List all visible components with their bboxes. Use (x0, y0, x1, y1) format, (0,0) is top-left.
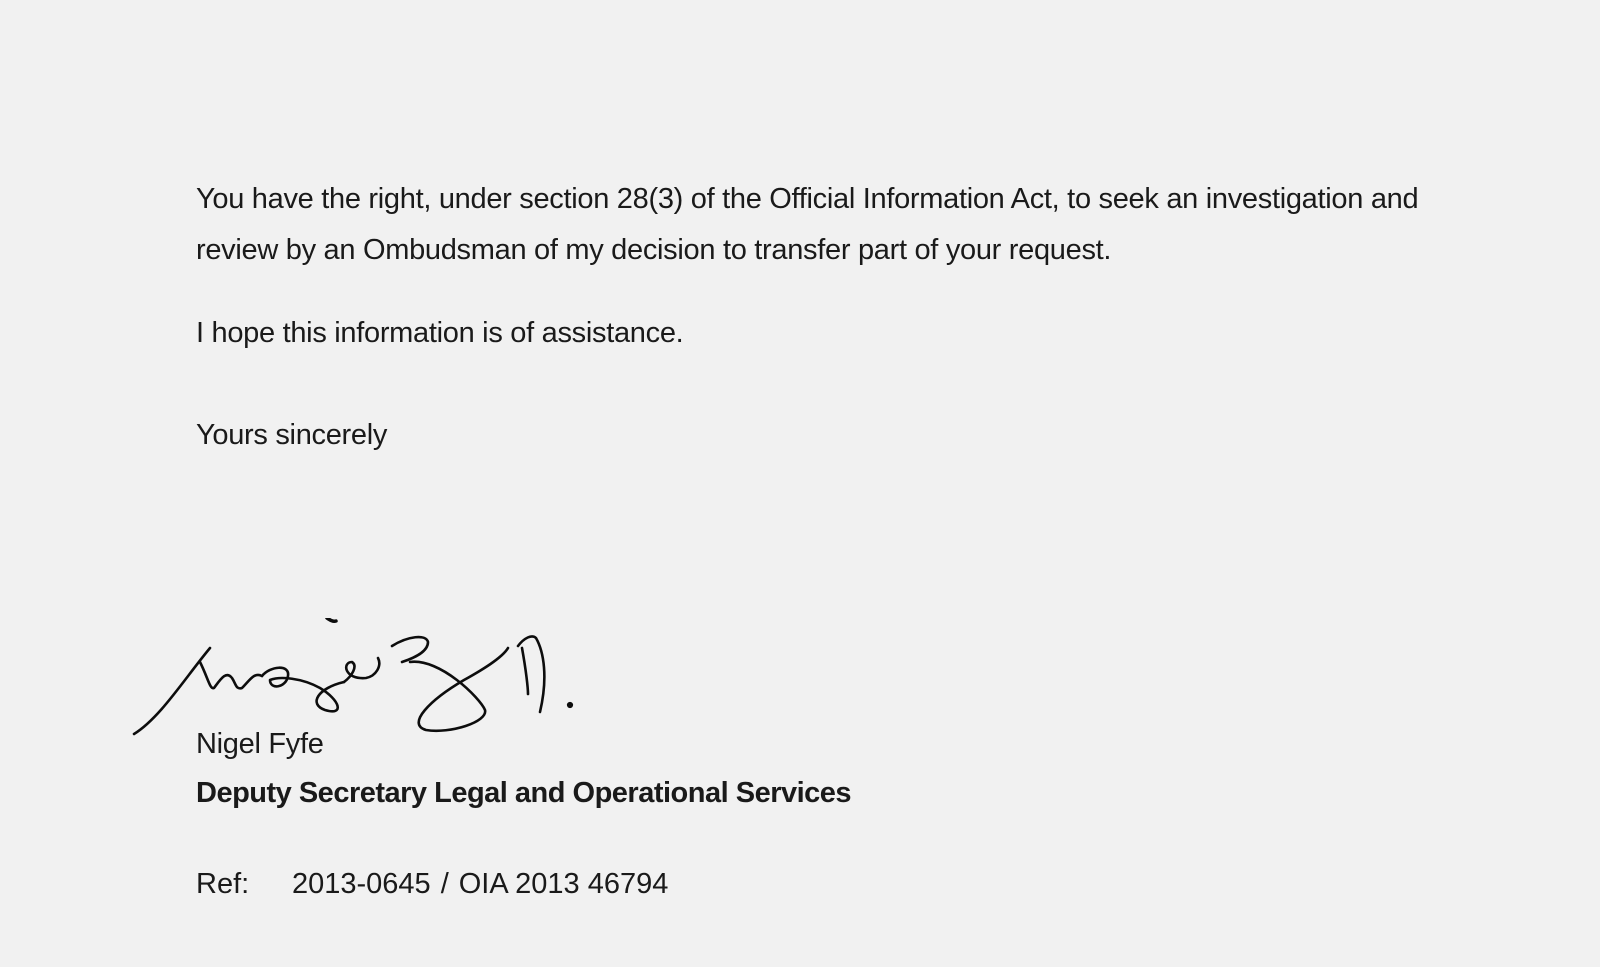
signatory-name: Nigel Fyfe (196, 728, 324, 760)
ref-label: Ref: (196, 868, 250, 900)
closing-salutation: Yours sincerely (196, 419, 388, 451)
assistance-paragraph: I hope this information is of assistance. (196, 317, 684, 349)
ref-separator: / (440, 868, 449, 900)
review-rights-paragraph: You have the right, under section 28(3) of the Official Information Act, to seek an investigation and review by an Ombudsman of my decision to transfer part of your request. (196, 183, 1419, 266)
signatory-title: Deputy Secretary Legal and Operational Services (196, 777, 852, 809)
reference-line (196, 866, 668, 902)
ref-number-primary: 2013-0645 (292, 868, 431, 900)
ref-number-oia: OIA 2013 46794 (458, 868, 669, 900)
